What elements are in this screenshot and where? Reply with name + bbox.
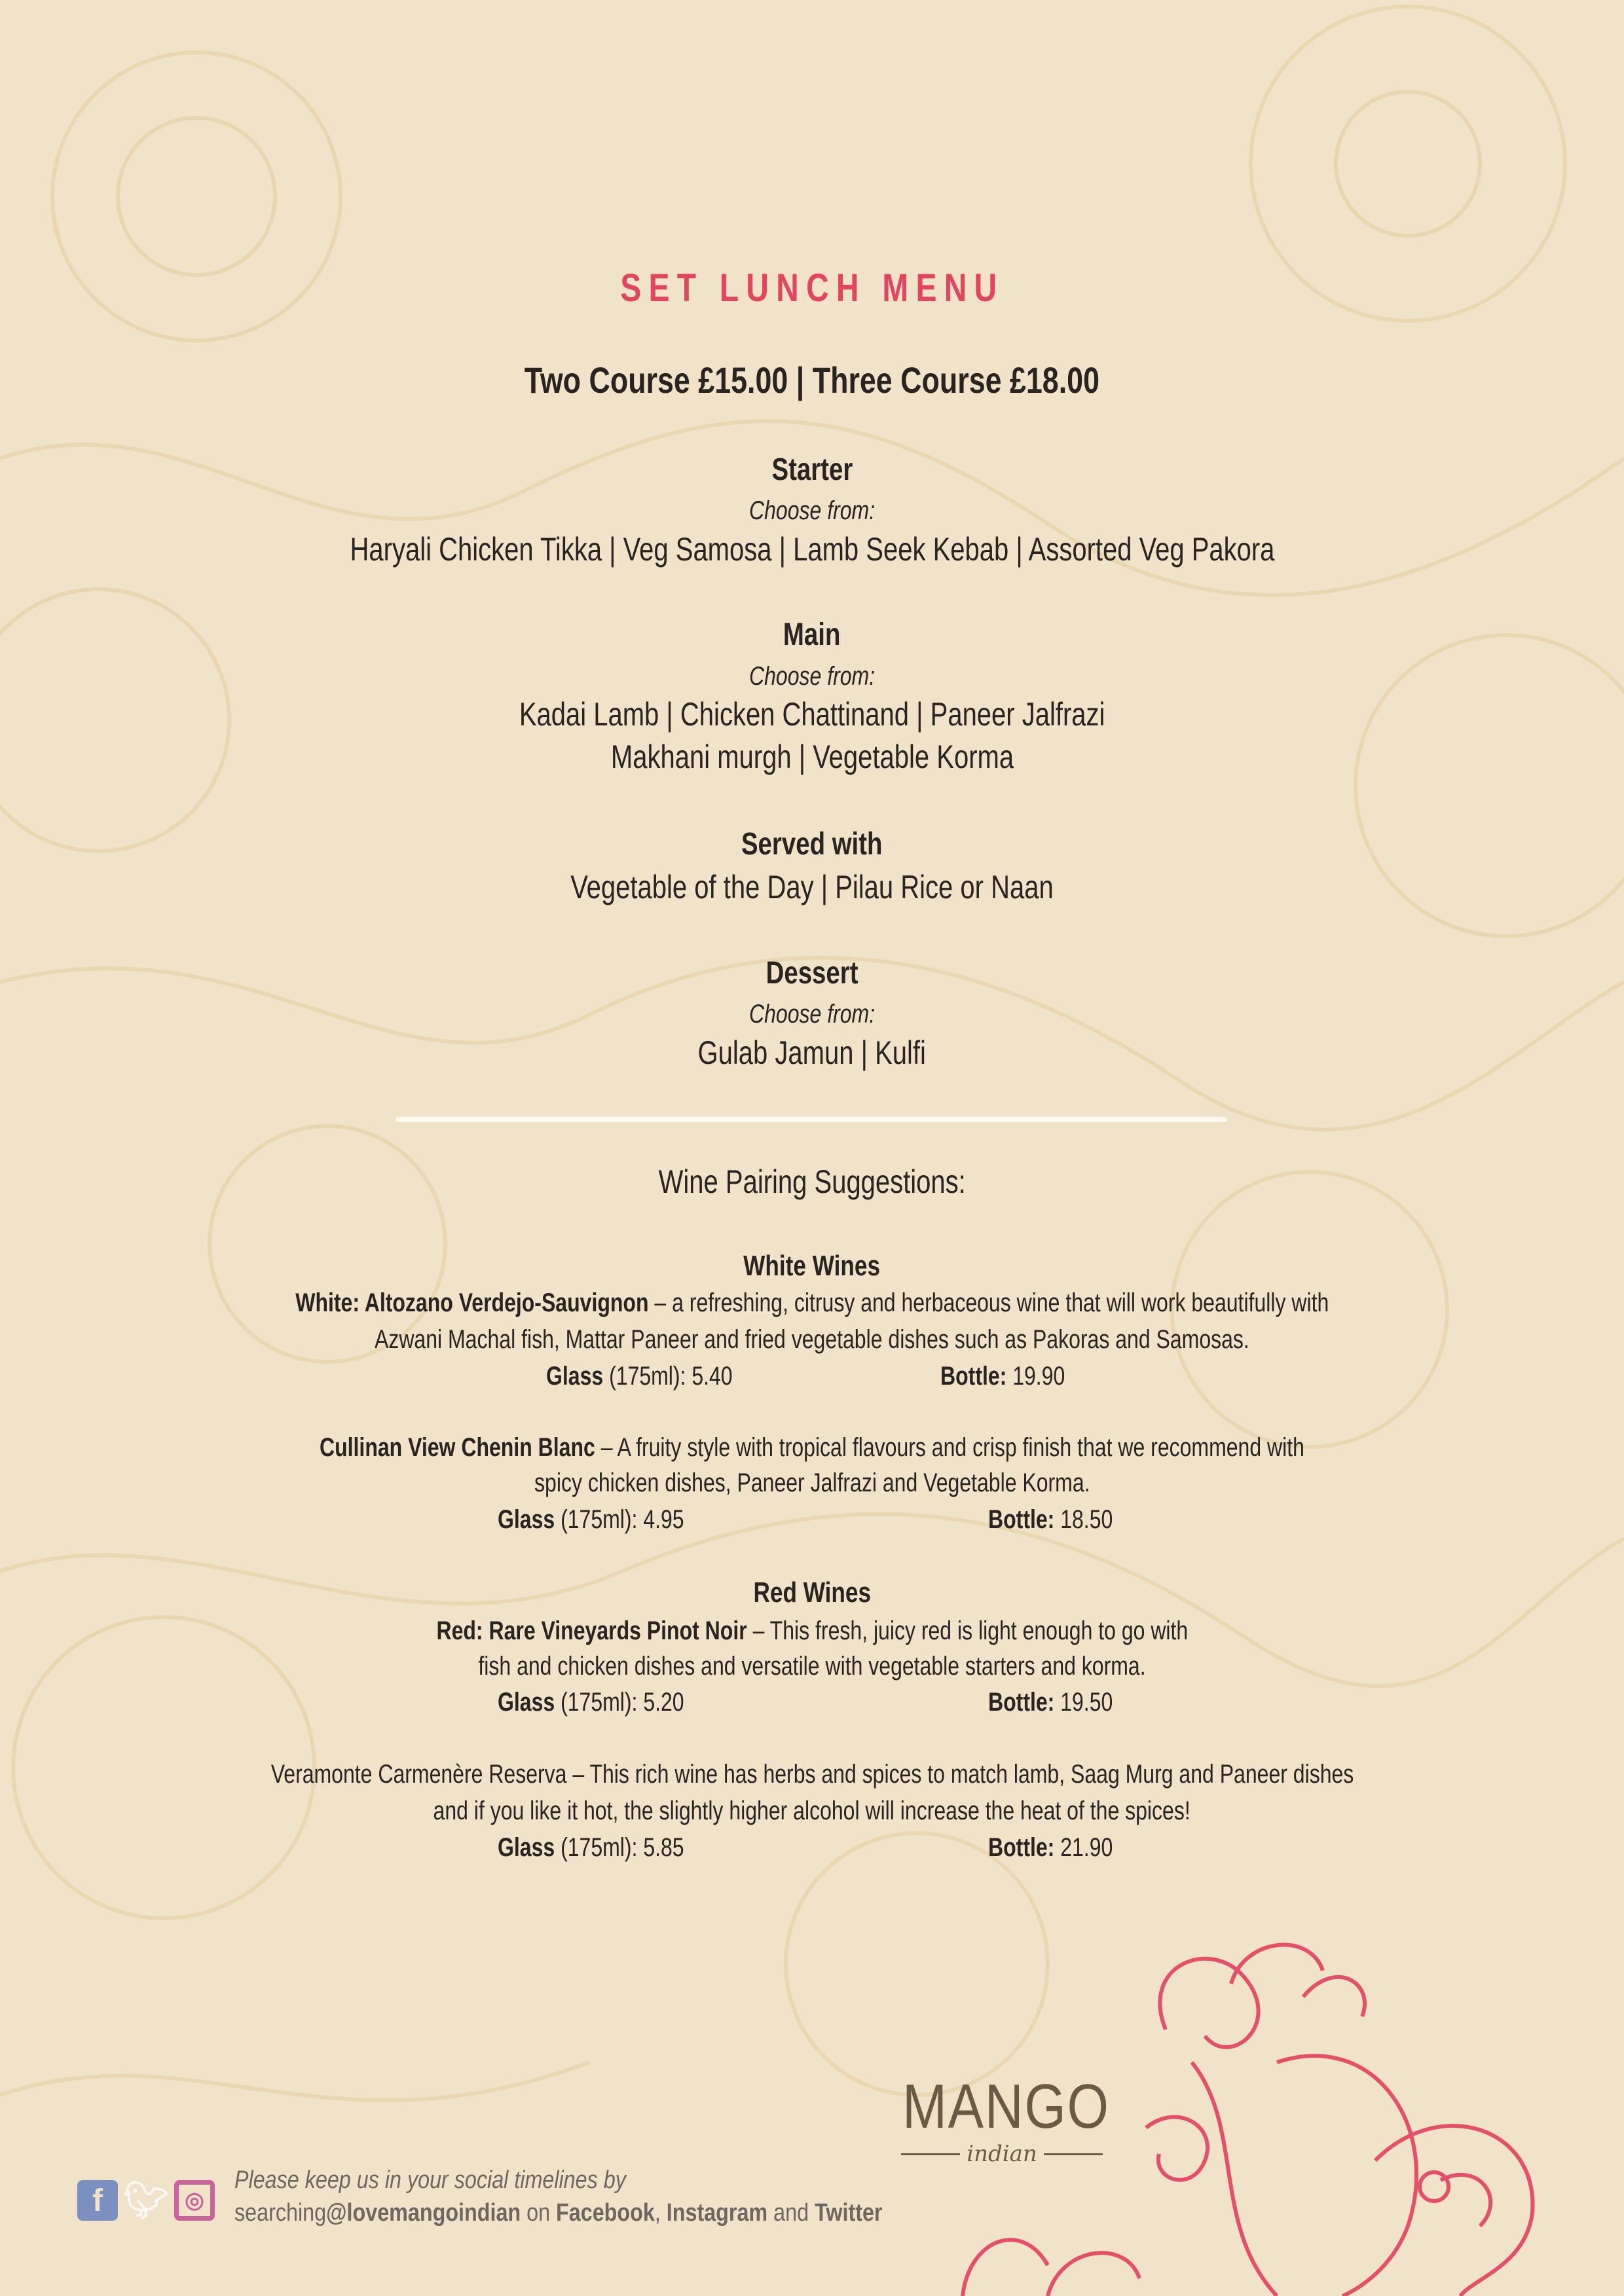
main-heading: Main xyxy=(783,617,841,652)
glass-price: Glass (175ml): 4.95 xyxy=(498,1505,684,1534)
bottle-price: Bottle: 19.90 xyxy=(940,1362,1065,1391)
glass-price: Glass (175ml): 5.85 xyxy=(498,1833,684,1862)
glass-price: Glass (175ml): 5.20 xyxy=(498,1688,684,1717)
section-divider xyxy=(396,1117,1227,1122)
starter-items: Haryali Chicken Tikka | Veg Samosa | Lamb Seek Kebab | Assorted Veg Pakora xyxy=(350,531,1274,568)
mango-indian-logo: MANGO indian xyxy=(902,2071,1110,2167)
wine-description: Cullinan View Chenin Blanc – A fruity style with tropical flavours and crisp finish that we recommend with xyxy=(320,1433,1304,1462)
served-with-heading: Served with xyxy=(741,827,883,862)
wine-description: Red: Rare Vineyards Pinot Noir – This fresh, juicy red is light enough to go with xyxy=(436,1616,1188,1645)
bottle-price: Bottle: 18.50 xyxy=(988,1505,1113,1534)
white-wines-heading: White Wines xyxy=(743,1250,881,1282)
glass-price: Glass (175ml): 5.40 xyxy=(546,1362,733,1391)
wine-description: White: Altozano Verdejo-Sauvignon – a refreshing, citrusy and herbaceous wine that will work beautifully with xyxy=(295,1288,1329,1317)
red-wines-heading: Red Wines xyxy=(753,1576,871,1609)
twitter-icon[interactable]: 🐦︎ xyxy=(122,2179,170,2221)
main-items-line-2: Makhani murgh | Vegetable Korma xyxy=(610,738,1014,775)
wine-description: Veramonte Carmenère Reserva – This rich wine has herbs and spices to match lamb, Saag Murg and Paneer dishes xyxy=(270,1760,1354,1789)
wine-description-cont: fish and chicken dishes and versatile with vegetable starters and korma. xyxy=(478,1652,1146,1681)
facebook-icon[interactable]: f xyxy=(77,2180,118,2221)
social-icons xyxy=(77,2180,215,2221)
dessert-choose-label: Choose from: xyxy=(748,1000,876,1029)
wine-description-cont: Azwani Machal fish, Mattar Paneer and fried vegetable dishes such as Pakoras and Samosas. xyxy=(375,1325,1249,1354)
starter-choose-label: Choose from: xyxy=(748,496,876,525)
wine-description-cont: spicy chicken dishes, Paneer Jalfrazi and Vegetable Korma. xyxy=(534,1468,1090,1497)
instagram-icon[interactable]: ◎ xyxy=(174,2180,215,2221)
wine-pairing-title: Wine Pairing Suggestions: xyxy=(658,1163,966,1200)
main-choose-label: Choose from: xyxy=(748,662,876,691)
dessert-items: Gulab Jamun | Kulfi xyxy=(697,1034,927,1071)
page-title: SET LUNCH MENU xyxy=(619,266,1005,310)
wine-description-cont: and if you like it hot, the slightly higher alcohol will increase the heat of the spices! xyxy=(433,1796,1191,1825)
main-items-line-1: Kadai Lamb | Chicken Chattinand | Paneer Jalfrazi xyxy=(519,696,1105,733)
dessert-heading: Dessert xyxy=(766,956,858,991)
bottle-price: Bottle: 21.90 xyxy=(988,1833,1113,1862)
bottle-price: Bottle: 19.50 xyxy=(988,1688,1113,1717)
starter-heading: Starter xyxy=(771,452,853,487)
social-message: Please keep us in your social timelines by searching@lovemangoindian on Facebook, Instagram and Twitter xyxy=(234,2166,883,2227)
course-pricing: Two Course £15.00 | Three Course £18.00 xyxy=(524,359,1100,401)
served-with-items: Vegetable of the Day | Pilau Rice or Naan xyxy=(570,869,1054,905)
